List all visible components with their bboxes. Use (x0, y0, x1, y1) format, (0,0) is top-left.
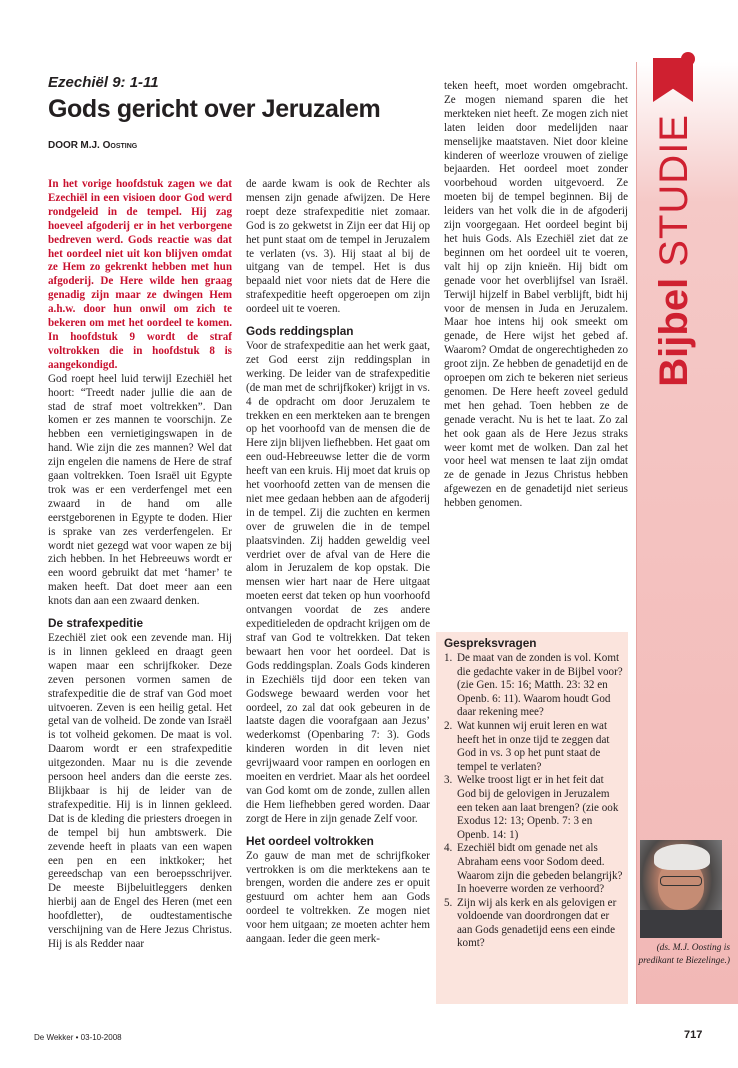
questions-title: Gespreksvragen (444, 636, 537, 650)
lead-paragraph: In het vorige hoofdstuk zagen we dat Ezechiël in een visioen door God werd rondgeleid in de tempel. Hij zag hoeveel afgoderij er in het verborgene bedreven werd. Gods reactie was dat het oordeel niet uit kon blijven omdat ze Hem zo gekrenkt hebben met hun afgoderij. De Here wilde hen graag genadig zijn maar ze dwingen Hem a.h.w. door hun onwil om zich te bekeren om met het oordeel te komen. In hoofdstuk 9 wordt de straf voltrokken die in hoofdstuk 8 is aangekondigd. (48, 178, 232, 371)
column-2 (246, 178, 430, 947)
body-paragraph: de aarde kwam is ook de Rechter als mensen zijn genade afwijzen. De Here roept deze strafexpeditie niet zomaar. God is zo gekwetst in Zijn eer dat Hij op het punt staat om de tempel in Jeruzalem te verlaten (vs. 3). Hij staat al bij de uitgang van de tempel. Het is dus bepaald niet voor niets dat de Here die strafexpeditie heeft opgeroepen om zijn oordeel uit te voeren. (246, 178, 430, 316)
column-1 (48, 178, 232, 952)
byline-prefix: DOOR (48, 140, 78, 151)
body-paragraph: teken heeft, moet worden omgebracht. Ze mogen niemand sparen die het merkteken niet heeft. Ze mogen zich niet laten leiden door medelijden naar menselijke maatstaven. Niet door kleine kinderen of weerloze vrouwen of zielige bejaarden. Het oordeel moet zonder voorbehoud worden uitgevoerd. Ze moeten bij de tempel beginnen. Bij de leiders van het volk die in de afgoderij zijn voorgegaan. Het oordeel begint bij het huis Gods. Als Ezechiël ziet dat ze beginnen om het oordeel uit te voeren, valt hij op zijn knieën. Hij bidt om genade voor het overblijfsel van Israël. Terwijl hijzelf in Babel verblijft, bidt hij voor de mensen in Juda en Jeruzalem. Maar hoe intens hij ook smeekt om genade, de Here wijst het gebed af. Waarom? Omdat de ongerechtigheden zo groot zijn. Ze hebben de genadetijd en de oproepen om zich te bekeren niet serieus genomen. De Here heeft zoveel geduld met hen gehad. Toen hebben ze de genade veracht. Nu is het te laat. Zo zal het ook gaan als de Here Jezus straks weer komt met de wolken. Dan zal het voor heel wat mensen te laat zijn omdat ze de genade in Jezus Christus hebben afgewezen en de genadetijd niet serieus hebben genomen. (444, 80, 628, 510)
body-paragraph: Zo gauw de man met de schrijfkoker vertrokken is om die merktekens aan te brengen, worden die andere zes er opuit gestuurd om achter hem aan Gods oordeel te voltrekken. Ze mogen niet voor hem uitgaan; ze moeten achter hem aangaan. Ieder die geen merk- (246, 849, 430, 946)
byline (48, 140, 137, 151)
footer-publication: De Wekker • 03-10-2008 (34, 1033, 122, 1042)
section-label-word1: Bijbel (652, 277, 696, 387)
questions-list (444, 652, 624, 951)
article-title: Gods gericht over Jeruzalem (48, 95, 381, 123)
body-paragraph: Ezechiël ziet ook een zevende man. Hij is in linnen gekleed en draagt geen wapen maar een schrijfkoker. Deze zeven personen vormen samen de strafexpeditie die de straf van God moet uitvoeren. Zeven is een heilig getal. Het getal van de volheid. De zonde van Israël is tot volheid gekomen. De maat is vol. Daarom wordt er een strafexpeditie uitgezonden. Maar nu is die zevende persoon heel anders dan die eerste zes. Blijkbaar is hij de leider van de strafexpeditie. Hij is in linnen gekleed. Dat is de kleding die priesters droegen in de tempel bij hun ambtswerk. Die zevende heeft in plaats van een wapen een pen en een inktkoker; het gereedschap van een beroepsschrijver. De meeste Bijbeluitleggers denken hierbij aan de Engel des Heren (met een hoofdletter), de oudtestamentische verschijning van de Here Jezus Christus. Hij is als Redder naar (48, 632, 232, 950)
subheading: Gods reddingsplan (246, 324, 354, 339)
question-item: 5. Zijn wij als kerk en als gelovigen er voldoende van doordrongen dat er aan Gods genadetijd eens een einde komt? (444, 896, 617, 950)
page-number: 717 (684, 1029, 703, 1041)
subheading: Het oordeel voltrokken (246, 833, 374, 848)
question-item: 3. Welke troost ligt er in het feit dat God bij de gelovigen in Jeruzalem een teken aan laat brengen? (zie ook Exodus 12: 13; Openb. 7: 3 en Openb. 14: 1) (444, 774, 619, 841)
question-item: 2. Wat kunnen wij eruit leren en wat heeft het in onze tijd te zeggen dat God in vs. 3 op het punt staat de tempel te verlaten? (444, 719, 610, 773)
section-label (650, 114, 698, 387)
author-photo (640, 840, 722, 938)
question-item: 4. Ezechiël bidt om genade net als Abraham eens voor Sodom deed. Waarom zijn die gebeden belangrijk? In hoeverre worden ze verhoord? (444, 842, 623, 896)
author-name: M.J. Oosting (80, 140, 138, 151)
column-3 (444, 80, 628, 511)
section-label-word2: STUDIE (652, 114, 696, 267)
scripture-reference: Ezechiël 9: 1-11 (48, 74, 159, 91)
question-item: 1. De maat van de zonden is vol. Komt die gedachte vaker in de Bijbel voor? (zie Gen. 15: 16; Matth. 23: 32 en Openb. 6: 11). Waarom houdt God daar rekening mee? (444, 652, 623, 719)
photo-caption: (ds. M.J. Oosting is predikant te Biezelinge.) (638, 943, 730, 966)
body-paragraph: Voor de strafexpeditie aan het werk gaat, zet God eerst zijn reddingsplan in werking. De leider van de strafexpeditie (de man met de schrijfkoker) krijgt in vs. 4 de opdracht om door Jeruzalem te trekken en een merkteken aan te brengen op het voorhoofd van de mensen die de Here zijn blijven liefhebben. Het gaat om een oud-Hebreeuwse letter die de vorm heeft van een kruis. Hij moet dat kruis op het voorhoofd zetten van de mensen die niet mee gedaan hebben aan de afgoderij in de tempel. Zij die zuchten en kermen over de gruwelen die in de tempel plaatsvinden. Zij hadden geweldig veel verdriet over de afval van de Here die alom in Jeruzalem de kop opstak. Die mensen wier hart naar de Here uitgaat moeten eerst dat teken op hun voorhoofd ontvangen voordat de zes andere expeditieleden de opdracht krijgen om de straf van God te voltrekken. Dat teken bewaart hen voor het oordeel. Dat is Gods reddingsplan. Zoals Gods kinderen in Ezechiëls tijd door een teken van Godswege bewaard werden voor het oordeel, zo zal dat ook gebeuren in de laatste dagen die voorafgaan aan Jezus’ wederkomst (Openbaring 7: 3). Gods kinderen worden in dit leven niet gevrijwaard voor rampen en oorlogen en moeiten en verdriet. Maar als het oordeel van God komt om de zonde, zullen allen die Hem liefhebben gered worden. Daar zorgt de Here in zijn genade Zelf voor. (246, 339, 430, 825)
side-band-border (636, 62, 637, 1004)
subheading: De strafexpeditie (48, 616, 144, 631)
body-paragraph: God roept heel luid terwijl Ezechiël het hoort: “Treedt nader jullie die aan de stad de straf moet voltrekken”. Dan komen er zes mannen te voorschijn. Ze hebben een vernietigingswapen in de hand. Wie zijn die zes mannen? Wel dat zijn engelen die namens de Here de straf gaan voltrekken. Toen Israël uit Egypte trok was er een verderfengel met een zwaard in de hand om alle eerstgeborenen in Egypte te doden. Hier is sprake van zes verderfengelen. Er wordt niet gezegd wat voor wapen ze bij zich hebben. In het Hebreeuws wordt er een woord gebruikt dat met ‘hamer’ te maken heeft. Dat doet meer aan een knots dan aan een zwaard denken. (48, 372, 232, 608)
